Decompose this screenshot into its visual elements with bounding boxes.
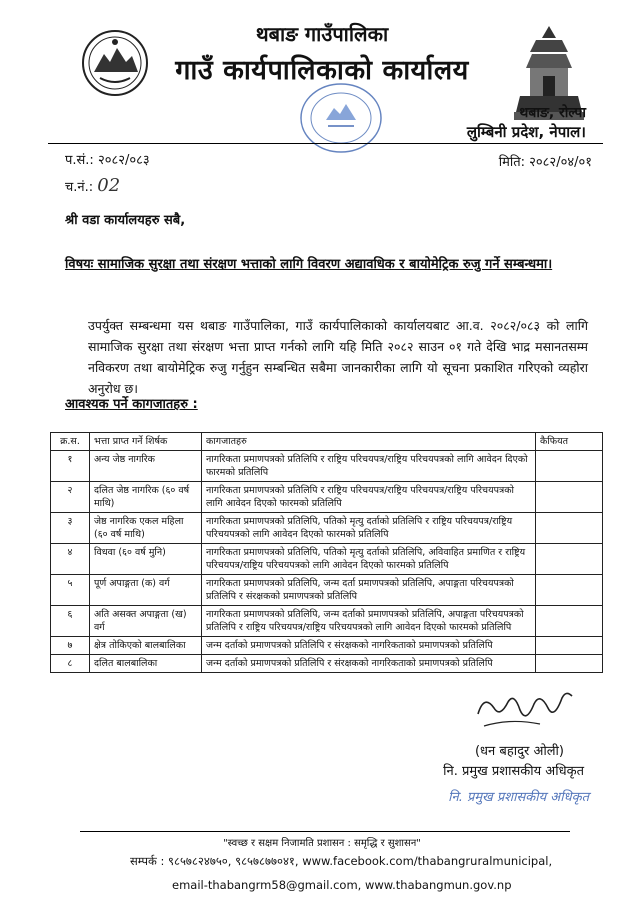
- cell-sn: १: [51, 451, 90, 482]
- table-header-row: [51, 433, 603, 451]
- cell-docs: नागरिकता प्रमाणपत्रको प्रतिलिपि, जन्म दर्ता प्रमाणपत्रको प्रतिलिपि, अपाङ्गता परिचयपत्रको प्रतिलिपि र संरक्षकको प्रमाणपत्रको प्रतिलिपि: [202, 575, 536, 606]
- body-paragraph: उपर्युक्त सम्बन्धमा यस थबाङ गाउँपालिका, गाउँ कार्यपालिकाको कार्यालयबाट आ.व. २०८२/०८३ को लागि सामाजिक सुरक्षा तथा संरक्षण भत्ता प्राप्त गर्नको लागि यहि मिति २०८२ साउन ०१ गते देखि भाद्र मसानतसम्म नविकरण तथा बायोमेट्रिक रुजु गर्नुहुन सम्बन्धित सबैमा जानकारीका लागि यो सूचना प्रकाशित गरिएको व्यहोरा अनुरोध छ।: [88, 318, 588, 396]
- cell-remarks: [536, 513, 603, 544]
- cell-remarks: [536, 482, 603, 513]
- cell-category: अन्य जेष्ठ नागरिक: [90, 451, 202, 482]
- signatory-title: नि. प्रमुख प्रशासकीय अधिकृत: [443, 764, 584, 779]
- col-header-category: भत्ता प्राप्त गर्ने शिर्षक: [90, 433, 202, 451]
- office-stamp: [298, 80, 384, 156]
- address-line-2: लुम्बिनी प्रदेश, नेपाल।: [466, 123, 586, 141]
- signatory-stamp: नि. प्रमुख प्रशासकीय अधिकृत: [448, 790, 589, 805]
- cell-docs: जन्म दर्ताको प्रमाणपत्रको प्रतिलिपि र संरक्षकको नागरिकताको प्रमाणपत्रको प्रतिलिपि: [202, 637, 536, 655]
- cell-docs: नागरिकता प्रमाणपत्रको प्रतिलिपि, जन्म दर्ताको प्रमाणपत्रको प्रतिलिपि, अपाङ्गता परिचयपत्रको प्रतिलिपि र राष्ट्रिय परिचयपत्र/राष्ट्रिय परिचयपत्रको लागि आवेदन दिएको फारमको प्रतिलिपि: [202, 606, 536, 637]
- dispatch-value: 02: [97, 175, 121, 196]
- cell-remarks: [536, 544, 603, 575]
- col-header-docs: कागजातहरु: [202, 433, 536, 451]
- table-row: [51, 482, 603, 513]
- cell-category: पूर्ण अपाङ्गता (क) वर्ग: [90, 575, 202, 606]
- footer-divider: [80, 831, 570, 832]
- table-row: [51, 637, 603, 655]
- footer-contact-line-2: email-thabangrm58@gmail.com, www.thabangmun.gov.np: [172, 878, 512, 892]
- table-row: [51, 575, 603, 606]
- cell-category: अति असक्त अपाङ्गता (ख) वर्ग: [90, 606, 202, 637]
- cell-category: दलित बालबालिका: [90, 655, 202, 673]
- cell-sn: ८: [51, 655, 90, 673]
- cell-remarks: [536, 575, 603, 606]
- requirements-heading: आवश्यक पर्ने कागजातहरु :: [65, 397, 198, 412]
- reference-number: प.सं.: २०८२/०८३: [65, 153, 150, 168]
- cell-sn: ६: [51, 606, 90, 637]
- cell-docs: नागरिकता प्रमाणपत्रको प्रतिलिपि, पतिको मृत्यु दर्ताको प्रतिलिपि, अविवाहित प्रमाणित र राष्ट्रिय परिचयपत्र/राष्ट्रिय परिचयपत्रको लागि आवेदन दिएको फारमको प्रतिलिपि: [202, 544, 536, 575]
- cell-remarks: [536, 606, 603, 637]
- col-header-sn: क्र.स.: [51, 433, 90, 451]
- office-name: गाउँ कार्यपालिकाको कार्यालय: [175, 55, 469, 86]
- subject-line: विषयः सामाजिक सुरक्षा तथा संरक्षण भत्ताको लागि विवरण अद्यावधिक र बायोमेट्रिक रुजु गर्ने सम्बन्धमा।: [65, 257, 553, 272]
- cell-category: विधवा (६० वर्ष मुनि): [90, 544, 202, 575]
- cell-category: दलित जेष्ठ नागरिक (६० वर्ष माथि): [90, 482, 202, 513]
- address-line-1: थबाङ, रोल्पा: [519, 105, 586, 121]
- cell-docs: नागरिकता प्रमाणपत्रको प्रतिलिपि र राष्ट्रिय परिचयपत्र/राष्ट्रिय परिचयपत्र/राष्ट्रिय परिचयपत्रको लागि आवेदन दिएको फारमको प्रतिलिपि: [202, 482, 536, 513]
- cell-remarks: [536, 637, 603, 655]
- table-row: [51, 513, 603, 544]
- cell-docs: नागरिकता प्रमाणपत्रको प्रतिलिपि र राष्ट्रिय परिचयपत्र/राष्ट्रिय परिचयपत्रको लागि आवेदन दिएको फारमको प्रतिलिपि: [202, 451, 536, 482]
- footer-contact-line-1: सम्पर्क : ९८५७८२४७५०, ९८५७८७७०४१, www.facebook.com/thabangruralmunicipal,: [130, 854, 553, 868]
- header-divider: [48, 143, 603, 144]
- cell-category: क्षेत्र तोकिएको बालबालिका: [90, 637, 202, 655]
- cell-sn: २: [51, 482, 90, 513]
- cell-sn: ३: [51, 513, 90, 544]
- cell-docs: नागरिकता प्रमाणपत्रको प्रतिलिपि, पतिको मृत्यु दर्ताको प्रतिलिपि र राष्ट्रिय परिचयपत्र/राष्ट्रिय परिचयपत्रको लागि आवेदन दिएको फारमको प्रतिलिपि: [202, 513, 536, 544]
- cell-docs: जन्म दर्ताको प्रमाणपत्रको प्रतिलिपि र संरक्षकको नागरिकताको प्रमाणपत्रको प्रतिलिपि: [202, 655, 536, 673]
- table-row: [51, 655, 603, 673]
- cell-remarks: [536, 655, 603, 673]
- dispatch-label: च.नं.:: [65, 180, 94, 195]
- table-row: [51, 544, 603, 575]
- footer-motto: "स्वच्छ र सक्षम निजामति प्रशासन : समृद्धि र सुशासन": [223, 838, 421, 849]
- recipient: श्री वडा कार्यालयहरु सबै,: [65, 213, 186, 228]
- cell-sn: ४: [51, 544, 90, 575]
- letter-date: मिति: २०८२/०४/०१: [498, 155, 592, 170]
- signature-mark: [470, 684, 580, 740]
- dispatch-number: [65, 175, 120, 196]
- table-row: [51, 451, 603, 482]
- municipality-name: थबाङ गाउँपालिका: [255, 22, 389, 46]
- cell-sn: ७: [51, 637, 90, 655]
- cell-remarks: [536, 451, 603, 482]
- cell-sn: ५: [51, 575, 90, 606]
- cell-category: जेष्ठ नागरिक एकल महिला (६० वर्ष माथि): [90, 513, 202, 544]
- documents-table: [50, 432, 603, 673]
- table-row: [51, 606, 603, 637]
- signatory-name: (धन बहादुर ओली): [474, 744, 564, 759]
- col-header-remarks: कैफियत: [536, 433, 603, 451]
